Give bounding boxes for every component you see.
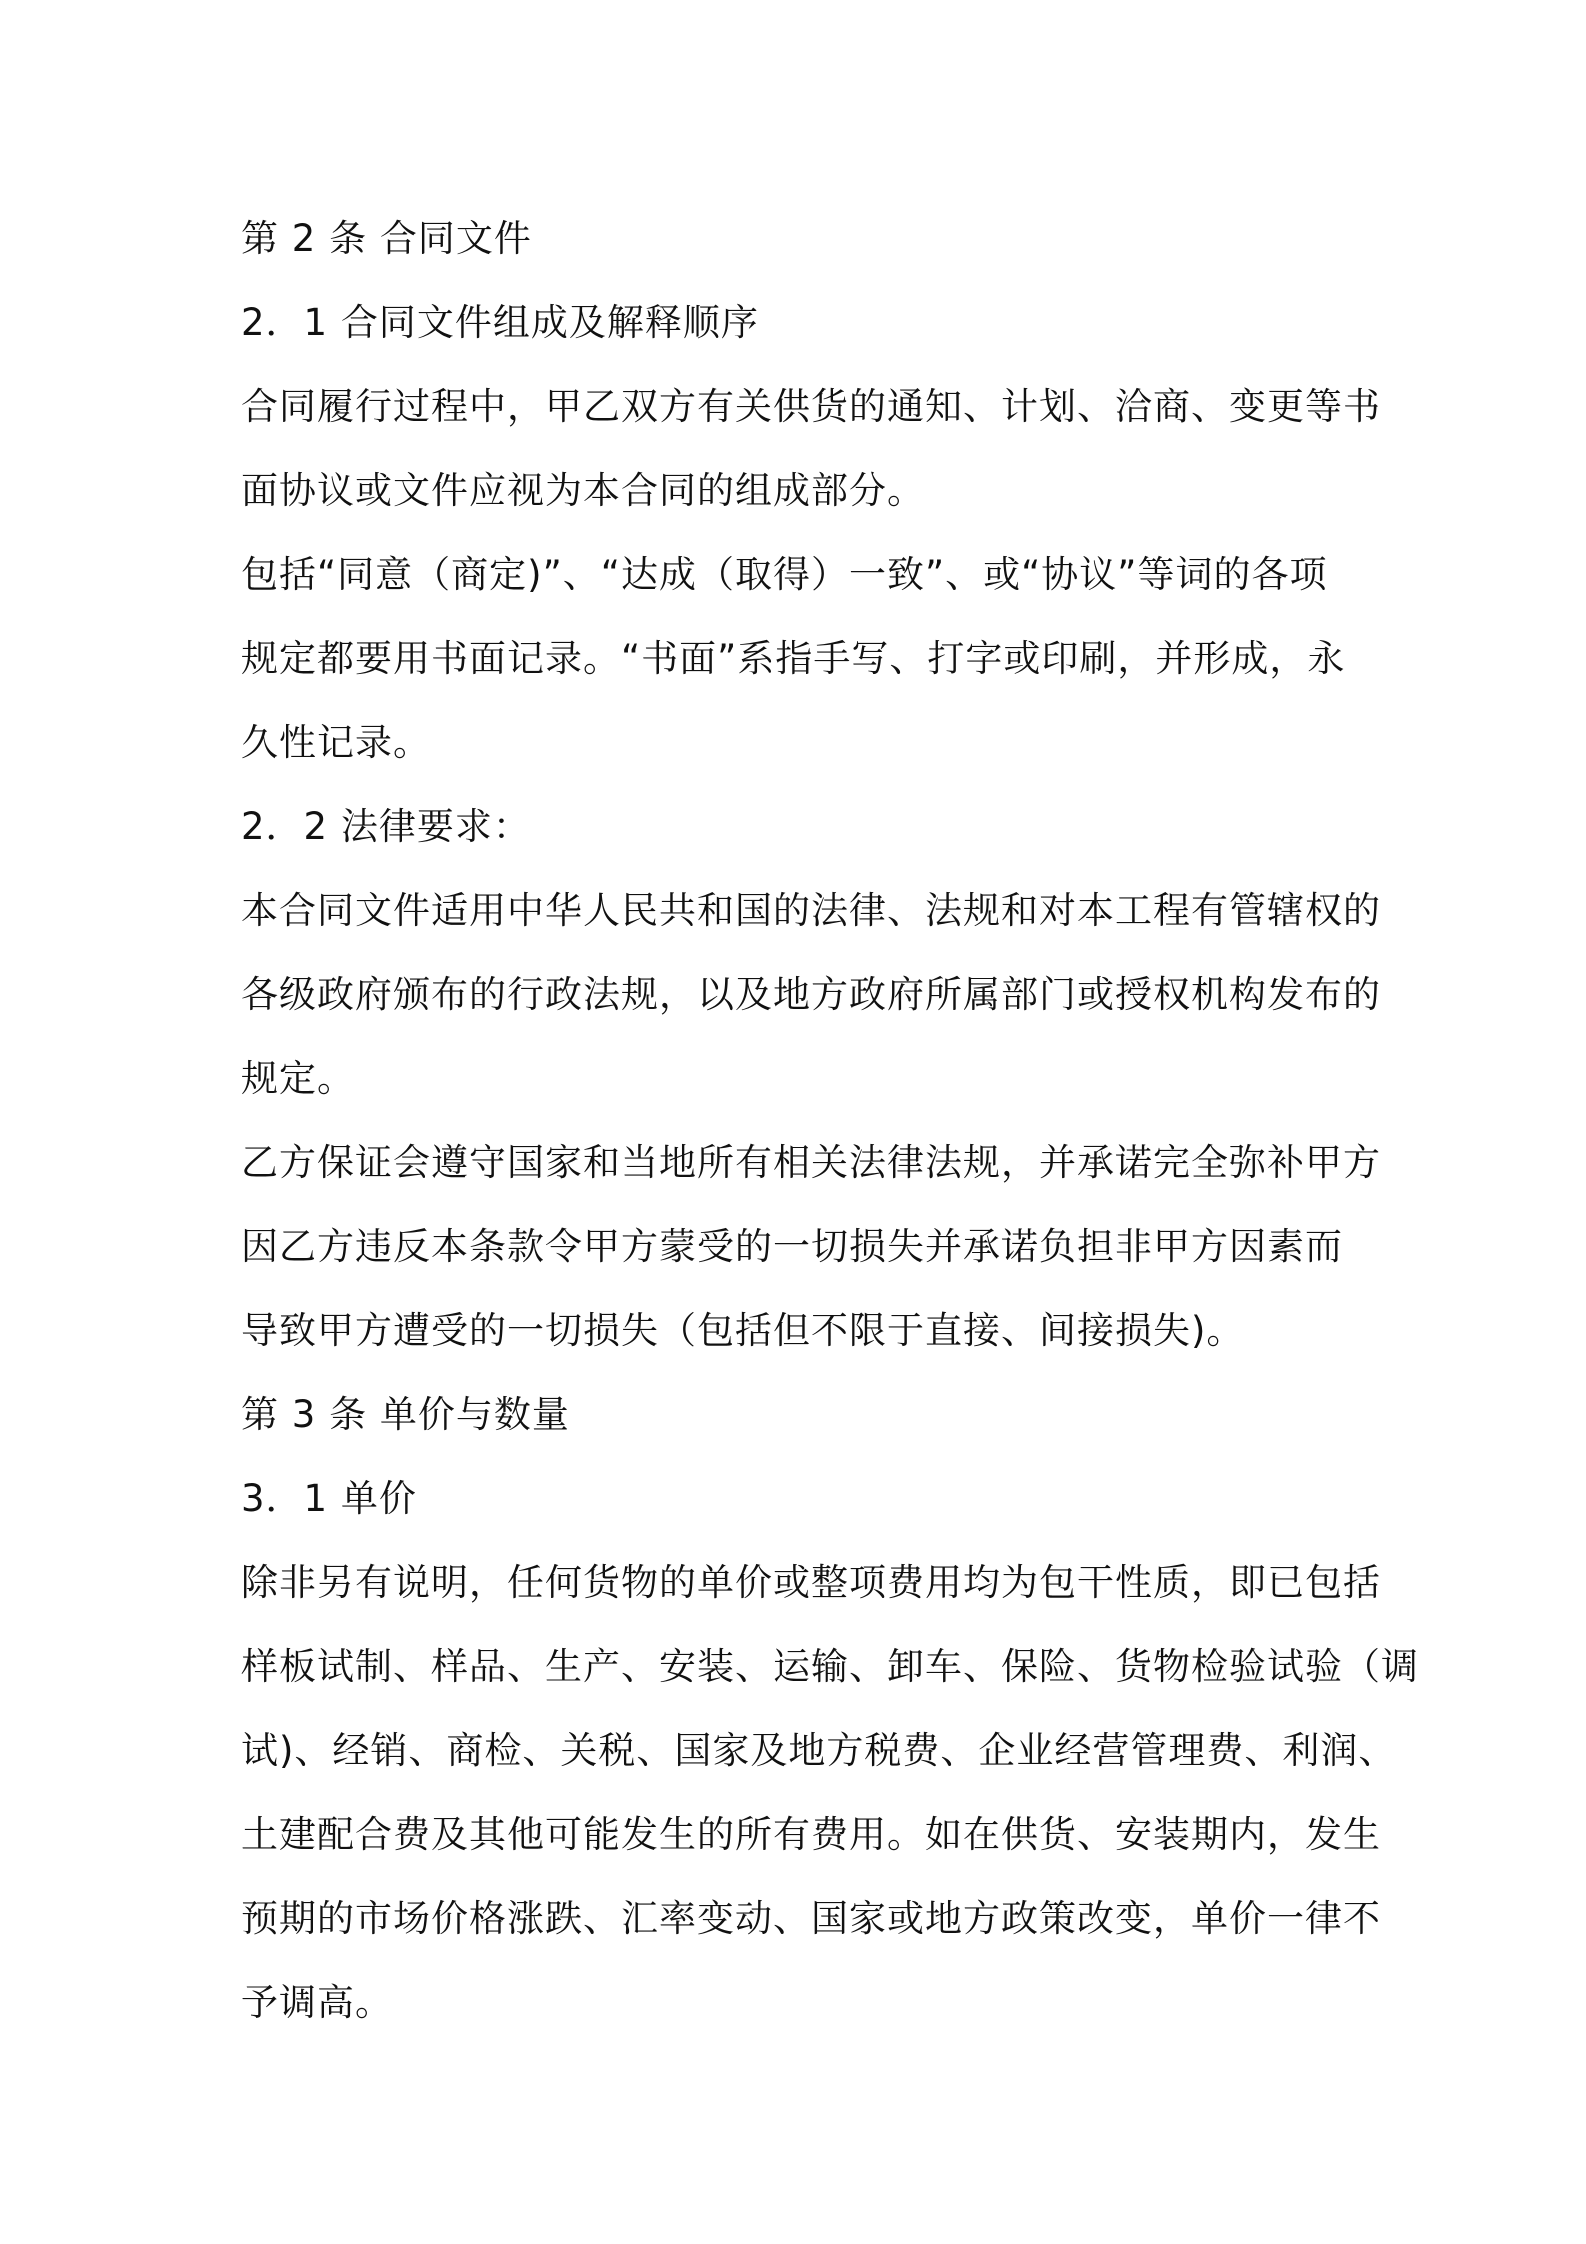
body-text-line: 除非另有说明，任何货物的单价或整项费用均为包干性质，即已包括 [241,1561,1381,1604]
body-text-line: 包括“同意（商定)”、“达成（取得）一致”、或“协议”等词的各项 [241,553,1328,596]
body-text-line: 予调高。 [241,1981,393,2024]
body-text-line: 因乙方违反本条款令甲方蒙受的一切损失并承诺负担非甲方因素而 [241,1225,1343,1268]
body-text-line: 规定。 [241,1057,355,1100]
body-text-line: 导致甲方遭受的一切损失（包括但不限于直接、间接损失)。 [241,1309,1245,1352]
clause-2-1-heading: 2．1 合同文件组成及解释顺序 [241,301,759,344]
body-text-line: 样板试制、样品、生产、安装、运输、卸车、保险、货物检验试验（调 [241,1645,1419,1688]
article-2-heading: 第 2 条 合同文件 [241,217,532,260]
body-text-line: 各级政府颁布的行政法规，以及地方政府所属部门或授权机构发布的 [241,973,1381,1016]
body-text-line: 久性记录。 [241,721,431,764]
clause-3-1-heading: 3．1 单价 [241,1477,417,1520]
body-text-line: 土建配合费及其他可能发生的所有费用。如在供货、安装期内，发生 [241,1813,1381,1856]
body-text-line: 合同履行过程中，甲乙双方有关供货的通知、计划、洽商、变更等书 [241,385,1381,428]
body-text-line: 面协议或文件应视为本合同的组成部分。 [241,469,925,512]
body-text-line: 试)、经销、商检、关税、国家及地方税费、企业经营管理费、利润、 [241,1729,1397,1772]
body-text-line: 预期的市场价格涨跌、汇率变动、国家或地方政策改变，单价一律不 [241,1897,1381,1940]
document-body [241,197,1419,2045]
article-3-heading: 第 3 条 单价与数量 [241,1393,570,1436]
body-text-line: 乙方保证会遵守国家和当地所有相关法律法规，并承诺完全弥补甲方 [241,1141,1381,1184]
body-text-line: 本合同文件适用中华人民共和国的法律、法规和对本工程有管辖权的 [241,889,1381,932]
clause-2-2-heading: 2．2 法律要求： [241,805,531,848]
body-text-line: 规定都要用书面记录。“书面”系指手写、打字或印刷，并形成，永 [241,637,1346,680]
